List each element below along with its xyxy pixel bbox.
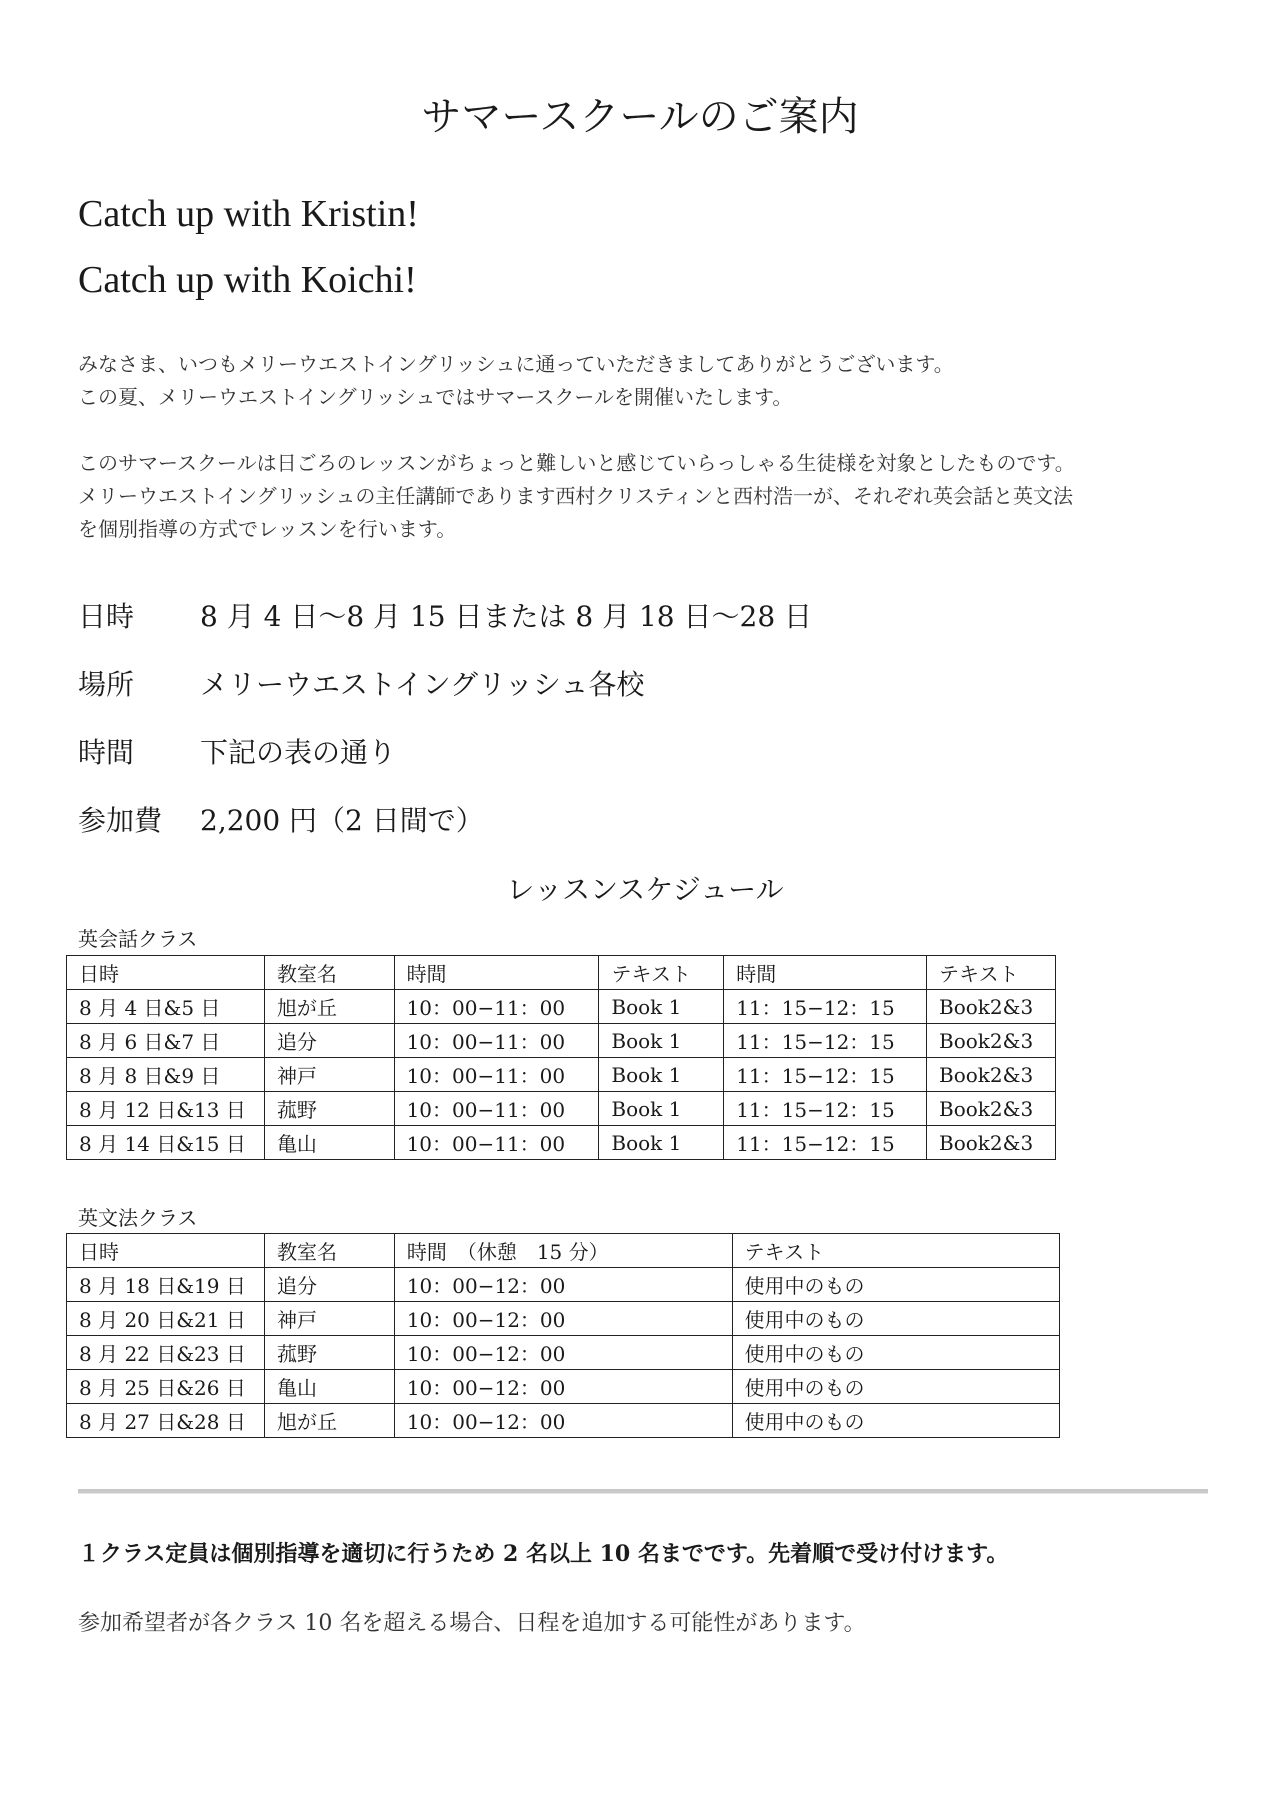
table-header-row	[67, 956, 1056, 990]
table-cell: 10：00−12：00	[394, 1302, 732, 1336]
info-value: メリーウエストイングリッシュ各校	[200, 668, 645, 701]
table-cell: 11：15−12：15	[724, 1092, 927, 1126]
table-cell: 10：00−12：00	[394, 1268, 732, 1302]
table-cell: 使用中のもの	[732, 1336, 1060, 1370]
intro-line: メリーウエストイングリッシュの主任講師であります西村クリスティンと西村浩一が、それぞれ英会話と英文法	[78, 484, 1073, 508]
table-row	[67, 1092, 1056, 1126]
table-cell: 10：00−11：00	[394, 1126, 599, 1160]
table-cell: 10：00−11：00	[394, 990, 599, 1024]
page-title: サマースクールのご案内	[421, 94, 859, 140]
info-label: 参加費	[78, 804, 163, 837]
grammar-class-label: 英文法クラス	[78, 1206, 198, 1230]
info-place	[78, 663, 644, 703]
table-cell: 8 月 20 日&21 日	[67, 1302, 265, 1336]
table-cell: 8 月 14 日&15 日	[67, 1126, 265, 1160]
header-cell: テキスト	[732, 1234, 1060, 1268]
table-row	[67, 1336, 1060, 1370]
table-row	[67, 1024, 1056, 1058]
table-row	[67, 1058, 1056, 1092]
additional-schedule-note: 参加希望者が各クラス 10 名を超える場合、日程を追加する可能性があります。	[78, 1611, 866, 1636]
table-cell: Book 1	[599, 1092, 724, 1126]
schedule-title: レッスンスケジュール	[506, 873, 784, 906]
catch-line-kristin: Catch up with Kristin!	[78, 193, 419, 235]
header-cell: 日時	[67, 956, 265, 990]
table-cell: 11：15−12：15	[724, 1024, 927, 1058]
table-cell: 菰野	[264, 1092, 394, 1126]
table-cell: 10：00−12：00	[394, 1336, 732, 1370]
table-cell: 10：00−11：00	[394, 1092, 599, 1126]
table-cell: 11：15−12：15	[724, 1058, 927, 1092]
intro-line: このサマースクールは日ごろのレッスンがちょっと難しいと感じていらっしゃる生徒様を対象としたものです。	[78, 451, 1075, 475]
table-cell: 8 月 4 日&5 日	[67, 990, 265, 1024]
info-date	[78, 595, 812, 635]
header-cell: 時間 （休憩 15 分）	[394, 1234, 732, 1268]
table-cell: Book2&3	[927, 990, 1056, 1024]
table-cell: 神戸	[264, 1302, 394, 1336]
table-cell: 使用中のもの	[732, 1370, 1060, 1404]
table-cell: 追分	[264, 1268, 394, 1302]
table-cell: Book2&3	[927, 1092, 1056, 1126]
table-header-row	[67, 1234, 1060, 1268]
info-label: 日時	[78, 600, 135, 633]
header-cell: 時間	[724, 956, 927, 990]
table-cell: 8 月 8 日&9 日	[67, 1058, 265, 1092]
header-cell: テキスト	[927, 956, 1056, 990]
intro-paragraph-2	[78, 447, 1208, 546]
table-cell: Book 1	[599, 1126, 724, 1160]
info-fee	[78, 799, 484, 839]
table-cell: 10：00−12：00	[394, 1404, 732, 1438]
table-row	[67, 1302, 1060, 1336]
table-cell: 使用中のもの	[732, 1404, 1060, 1438]
table-cell: 10：00−12：00	[394, 1370, 732, 1404]
info-value: 8 月 4 日〜8 月 15 日または 8 月 18 日〜28 日	[200, 600, 813, 633]
table-row	[67, 1126, 1056, 1160]
table-row	[67, 1370, 1060, 1404]
table-cell: Book 1	[599, 1024, 724, 1058]
section-divider	[78, 1489, 1208, 1494]
table-cell: 8 月 12 日&13 日	[67, 1092, 265, 1126]
table-cell: 亀山	[264, 1370, 394, 1404]
table-cell: 使用中のもの	[732, 1268, 1060, 1302]
grammar-schedule-table	[66, 1233, 1060, 1438]
table-cell: 亀山	[264, 1126, 394, 1160]
intro-line: みなさま、いつもメリーウエストイングリッシュに通っていただきましてありがとうございます。	[78, 352, 954, 376]
info-label: 時間	[78, 736, 135, 769]
info-time	[78, 731, 396, 771]
table-cell: 10：00−11：00	[394, 1024, 599, 1058]
table-cell: 使用中のもの	[732, 1302, 1060, 1336]
table-cell: 8 月 22 日&23 日	[67, 1336, 265, 1370]
header-cell: 日時	[67, 1234, 265, 1268]
table-row	[67, 1404, 1060, 1438]
table-cell: Book2&3	[927, 1126, 1056, 1160]
header-cell: 教室名	[264, 1234, 394, 1268]
capacity-note: １クラス定員は個別指導を適切に行うため 2 名以上 10 名までです。先着順で受け付けます。	[78, 1541, 1009, 1567]
table-cell: 旭が丘	[264, 990, 394, 1024]
table-cell: 8 月 6 日&7 日	[67, 1024, 265, 1058]
info-value: 2,200 円（2 日間で）	[200, 804, 484, 837]
table-row	[67, 990, 1056, 1024]
conversation-schedule-table	[66, 955, 1056, 1160]
table-cell: Book2&3	[927, 1024, 1056, 1058]
info-value: 下記の表の通り	[200, 736, 397, 769]
table-cell: 10：00−11：00	[394, 1058, 599, 1092]
conversation-class-label: 英会話クラス	[78, 927, 198, 951]
catch-line-koichi: Catch up with Koichi!	[78, 259, 417, 301]
intro-line: を個別指導の方式でレッスンを行います。	[78, 517, 457, 541]
table-cell: 8 月 25 日&26 日	[67, 1370, 265, 1404]
table-cell: 菰野	[264, 1336, 394, 1370]
header-cell: テキスト	[599, 956, 724, 990]
table-cell: 神戸	[264, 1058, 394, 1092]
table-cell: 11：15−12：15	[724, 990, 927, 1024]
header-cell: 時間	[394, 956, 599, 990]
table-cell: Book2&3	[927, 1058, 1056, 1092]
table-cell: 8 月 18 日&19 日	[67, 1268, 265, 1302]
table-cell: 8 月 27 日&28 日	[67, 1404, 265, 1438]
table-cell: 11：15−12：15	[724, 1126, 927, 1160]
table-cell: 追分	[264, 1024, 394, 1058]
header-cell: 教室名	[264, 956, 394, 990]
table-cell: Book 1	[599, 1058, 724, 1092]
table-cell: Book 1	[599, 990, 724, 1024]
intro-paragraph-1	[78, 348, 1208, 414]
table-row	[67, 1268, 1060, 1302]
intro-line: この夏、メリーウエストイングリッシュではサマースクールを開催いたします。	[78, 385, 793, 409]
table-cell: 旭が丘	[264, 1404, 394, 1438]
info-label: 場所	[78, 668, 135, 701]
